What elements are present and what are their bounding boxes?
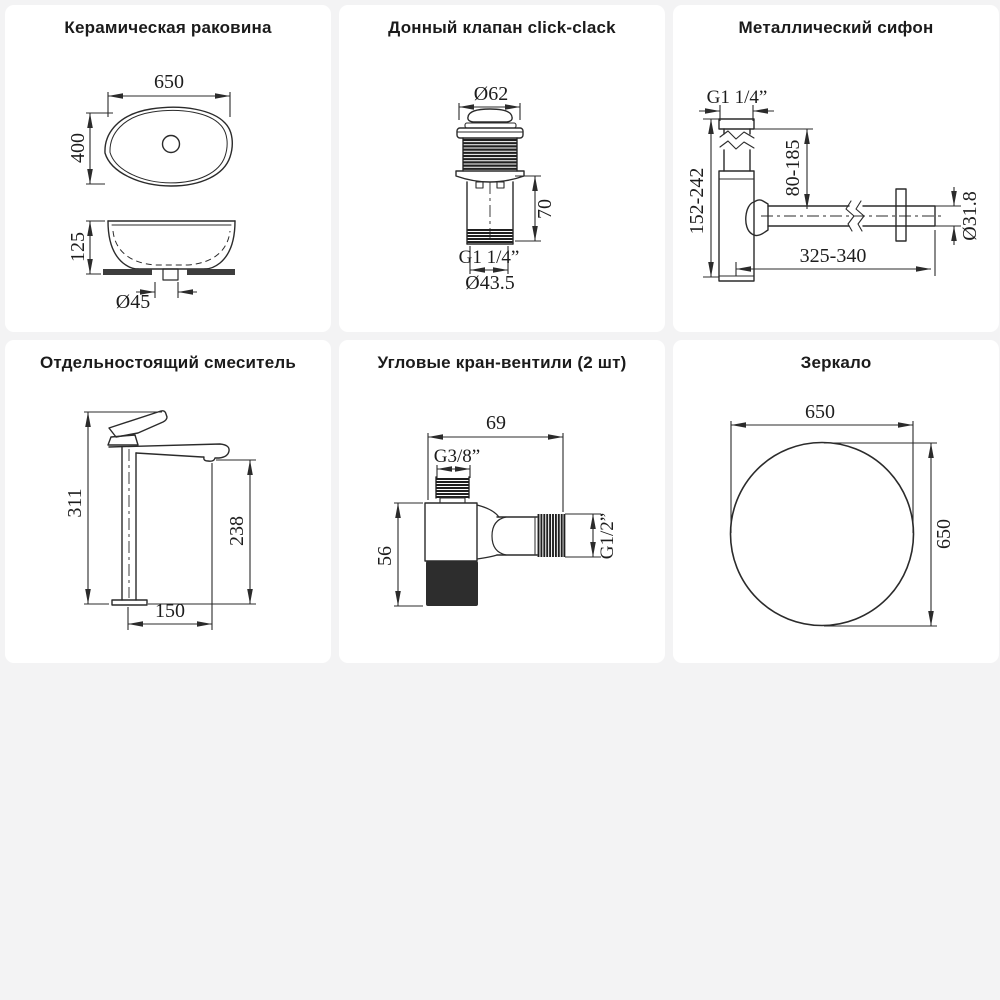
dim-inlet-thread (699, 87, 774, 121)
panel-metal-siphon (673, 5, 999, 332)
dim-pipe-diameter (935, 187, 981, 245)
valve-body (456, 109, 524, 244)
mirror-circle (731, 443, 914, 626)
dim-depth (67, 113, 113, 184)
dim-label-height: 56 (374, 546, 396, 566)
mounting-ring-left (103, 269, 152, 275)
mounting-ring-right (187, 269, 235, 275)
dim-thread (459, 246, 520, 294)
click-clack-drawing (339, 5, 665, 332)
dim-height (824, 443, 955, 626)
knurled-handle (426, 561, 478, 606)
panel-title: Металлический сифон (738, 18, 934, 37)
panel-angle-valves (339, 340, 665, 663)
panel-ceramic-sink (5, 5, 331, 332)
dim-label-inlet-thread: G3/8” (433, 446, 481, 467)
dim-label-length: 69 (486, 412, 506, 434)
dim-width (731, 401, 913, 533)
dim-label-pipe-diameter: Ø31.8 (959, 191, 981, 241)
dim-label-cap: Ø62 (473, 83, 509, 105)
panel-title: Отдельностоящий смеситель (39, 353, 297, 372)
panel-freestanding-mixer (5, 340, 331, 663)
wall-flange (896, 189, 906, 241)
sink-top-view (105, 107, 232, 186)
dim-spout-height (148, 460, 256, 604)
angle-valve-drawing (339, 340, 665, 663)
dim-label-inlet-thread: G1 1/4” (706, 87, 768, 108)
dim-label-reach: 150 (155, 600, 185, 622)
dim-total-height (64, 412, 162, 604)
valve-body (425, 477, 564, 606)
faucet-hole (163, 136, 180, 153)
dim-label-height: 650 (933, 519, 955, 549)
dim-label-spout-height: 238 (226, 516, 248, 546)
dim-label-drain: Ø45 (115, 291, 151, 313)
dim-height (374, 503, 423, 606)
drain-tailpiece (163, 269, 178, 280)
dim-length-range (736, 230, 935, 276)
dim-drain (116, 282, 197, 313)
dim-riser-range (751, 129, 813, 209)
panel-title: Керамическая раковина (64, 18, 272, 37)
dim-label-depth: 400 (67, 133, 89, 163)
dim-label-height-range: 152-242 (686, 167, 708, 235)
sink-side-view (103, 221, 235, 280)
dim-label-riser-range: 80-185 (782, 139, 804, 197)
dim-label-height: 125 (67, 232, 89, 262)
dim-label-length-range: 325-340 (799, 245, 867, 267)
dim-height-range (686, 119, 719, 277)
dim-label-thread-diameter: Ø43.5 (465, 272, 515, 294)
mirror-drawing (673, 340, 999, 663)
panel-click-clack-valve (339, 5, 665, 332)
dim-label-total-height: 311 (64, 488, 86, 518)
dim-tail-height (515, 176, 556, 241)
dim-inlet-thread (434, 446, 480, 478)
dim-label-tail-height: 70 (534, 199, 556, 219)
dim-label-width: 650 (154, 71, 184, 93)
dim-label-outlet-thread: G1/2” (597, 512, 618, 560)
mixer-drawing (5, 340, 331, 663)
dim-label-width: 650 (805, 401, 835, 423)
mixer-body (108, 411, 229, 605)
ceramic-sink-drawing (5, 5, 331, 332)
siphon-drawing (673, 5, 999, 332)
panel-mirror (673, 340, 999, 663)
dim-outlet-thread (565, 513, 618, 559)
dim-label-thread: G1 1/4” (458, 247, 520, 268)
panel-title: Угловые кран-вентили (2 шт) (377, 353, 627, 372)
panel-title: Зеркало (800, 353, 872, 372)
dim-height (67, 221, 105, 274)
panel-title: Донный клапан click-clack (388, 18, 616, 37)
